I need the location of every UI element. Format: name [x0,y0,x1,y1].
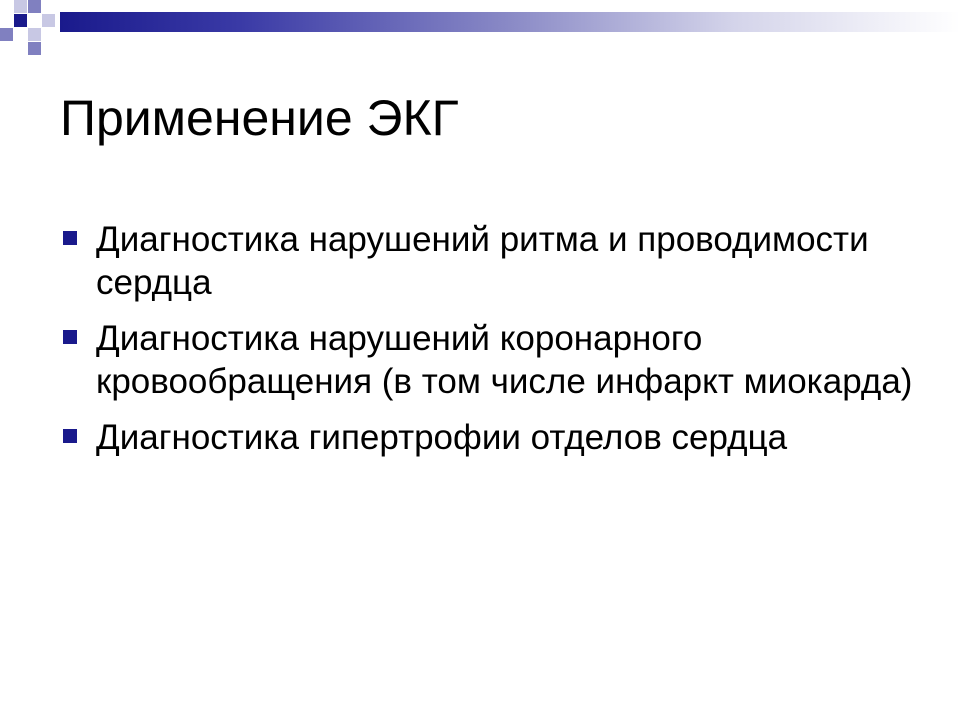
list-item [60,218,920,304]
square-bullet-icon [63,429,77,443]
deco-square-icon [0,28,13,41]
header-gradient-bar [60,12,960,32]
list-item [60,317,920,403]
square-bullet-icon [63,330,77,344]
deco-square-icon [42,14,55,27]
list-item-text: Диагностика нарушений коронарного кровообращения (в том числе инфаркт миокарда) [96,319,913,402]
header-decoration [0,0,960,60]
deco-square-icon [14,14,27,27]
deco-square-icon [28,0,41,13]
bullet-list [60,218,920,472]
deco-square-icon [14,0,27,13]
list-item-text: Диагностика нарушений ритма и проводимости сердца [96,220,869,303]
list-item-text: Диагностика гипертрофии отделов сердца [96,418,788,458]
deco-square-icon [28,42,41,55]
slide-title: Применение ЭКГ [60,90,459,146]
square-bullet-icon [63,231,77,245]
list-item [60,416,920,459]
deco-square-icon [28,28,41,41]
